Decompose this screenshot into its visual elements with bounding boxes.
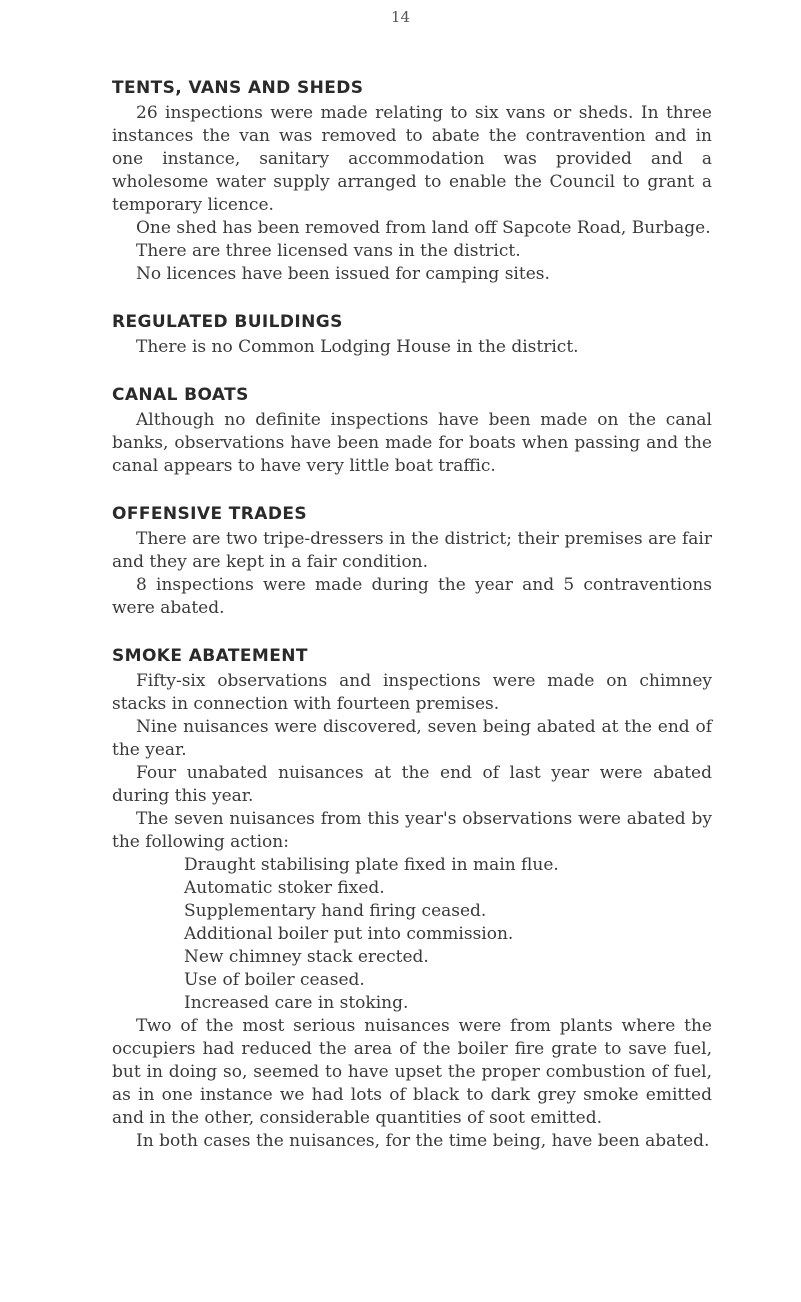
section-offensive-trades (112, 502, 712, 620)
list-item: Additional boiler put into commission. (184, 924, 514, 944)
paragraph: Two of the most serious nuisances were from plants where the occupiers had reduced the area of the boiler fire grate to save fuel, but in doing so, seemed to have upset the proper combustion of fuel, as in one instance we had lots of black to dark grey smoke emitted and in the other, considerable quantities of soot emitted. (112, 1016, 712, 1128)
section-regulated-buildings (112, 310, 712, 359)
section-smoke-abatement (112, 644, 712, 1153)
section-canal-boats (112, 383, 712, 478)
list-item: Automatic stoker fixed. (184, 878, 385, 898)
list-item: New chimney stack erected. (184, 947, 429, 967)
list-item: Use of boiler ceased. (184, 970, 365, 990)
paragraph: There is no Common Lodging House in the district. (136, 337, 579, 357)
paragraph: Although no definite inspections have been made on the canal banks, observations have been made for boats when passing and the canal appears to have very little boat traffic. (112, 410, 712, 476)
section-tents-vans-sheds (112, 76, 712, 286)
section-heading: TENTS, VANS AND SHEDS (112, 78, 364, 98)
paragraph: Four unabated nuisances at the end of last year were abated during this year. (112, 763, 712, 806)
document-body (112, 76, 712, 1177)
paragraph: One shed has been removed from land off Sapcote Road, Burbage. (136, 218, 711, 238)
abatement-actions-list (112, 854, 712, 1015)
paragraph: There are three licensed vans in the district. (136, 241, 521, 261)
paragraph: 26 inspections were made relating to six vans or sheds. In three instances the van was removed to abate the contravention and in one instance, sanitary accommodation was provided and a wholesome water supply arranged to enable the Council to grant a temporary licence. (112, 103, 712, 215)
page-number: 14 (390, 8, 411, 26)
paragraph: In both cases the nuisances, for the time being, have been abated. (136, 1131, 710, 1151)
section-heading: SMOKE ABATEMENT (112, 646, 308, 666)
paragraph: Fifty-six observations and inspections were made on chimney stacks in connection with fourteen premises. (112, 671, 712, 714)
section-heading: REGULATED BUILDINGS (112, 312, 343, 332)
paragraph: Nine nuisances were discovered, seven being abated at the end of the year. (112, 717, 712, 760)
list-item: Draught stabilising plate fixed in main flue. (184, 855, 559, 875)
section-heading: CANAL BOATS (112, 385, 249, 405)
paragraph: The seven nuisances from this year's observations were abated by the following action: (112, 809, 712, 852)
paragraph: There are two tripe-dressers in the district; their premises are fair and they are kept in a fair condition. (112, 529, 712, 572)
list-item: Increased care in stoking. (184, 993, 409, 1013)
paragraph: 8 inspections were made during the year and 5 contraventions were abated. (112, 575, 712, 618)
section-heading: OFFENSIVE TRADES (112, 504, 307, 524)
list-item: Supplementary hand firing ceased. (184, 901, 487, 921)
paragraph: No licences have been issued for camping sites. (136, 264, 550, 284)
